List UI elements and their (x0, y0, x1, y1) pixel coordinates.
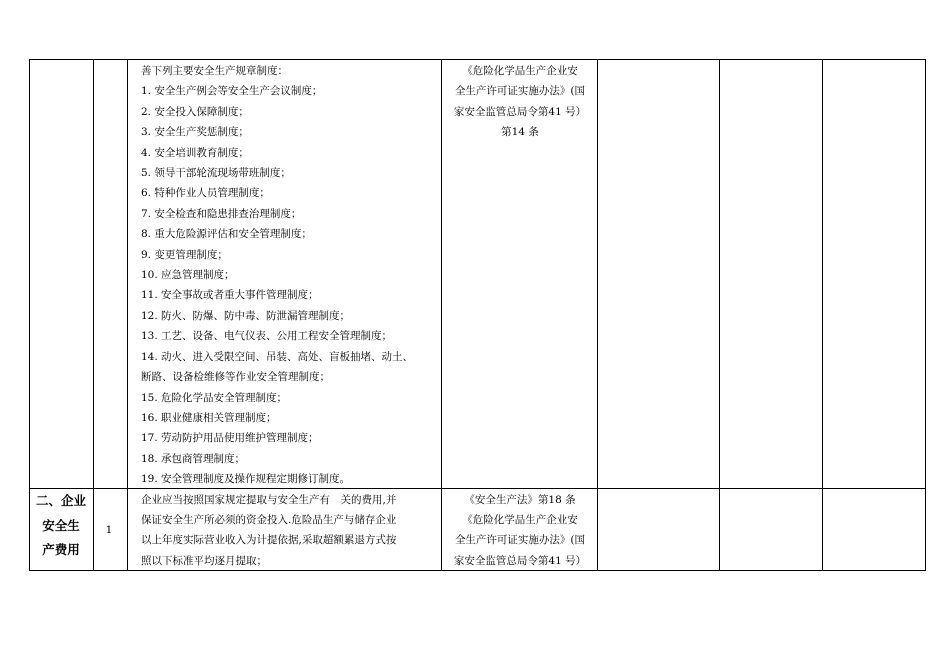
legal-basis-cell-row2 (446, 490, 594, 571)
requirement-line: 11. 安全事故或者重大事件管理制度； (141, 289, 319, 302)
requirement-line: 8. 重大危险源评估和安全管理制度； (141, 228, 312, 241)
requirement-line: 12. 防火、防爆、防中毒、防泄漏管理制度； (141, 309, 351, 322)
requirement-line: 1. 安全生产例会等安全生产会议制度； (141, 85, 323, 98)
requirement-line: 照以下标准平均逐月提取； (141, 554, 267, 567)
table-col-divider (719, 59, 720, 571)
requirement-line: 4. 安全培训教育制度； (141, 146, 249, 159)
requirement-line: 2. 安全投入保障制度； (141, 105, 249, 118)
table-col-divider (127, 59, 128, 571)
requirement-line: 以上年度实际营业收入为计提依据,采取超额累退方式按 (141, 534, 397, 547)
table-border-top (29, 59, 926, 60)
legal-basis-line: 《危险化学品生产企业安 (462, 514, 578, 527)
requirement-line: 5. 领导干部轮流现场带班制度； (141, 167, 291, 180)
legal-basis-line: 家安全监管总局令第41 号） (453, 554, 587, 567)
legal-basis-line: 全生产许可证实施办法》(国 (454, 534, 586, 547)
requirement-line: 保证安全生产所必须的资金投入.危险品生产与储存企业 (141, 514, 397, 527)
requirement-line: 企业应当按照国家规定提取与安全生产有 关的费用,并 (141, 494, 397, 506)
requirement-line: 断路、设备检维修等作业安全管理制度； (141, 371, 330, 384)
table-col-divider (822, 59, 823, 571)
legal-basis-cell-row1 (446, 61, 594, 143)
legal-basis-line: 家安全监管总局令第41 号） (453, 105, 587, 118)
requirement-line: 善下列主要安全生产规章制度： (141, 65, 288, 77)
table-col-divider (441, 59, 442, 571)
category-cell-row2 (30, 489, 92, 563)
requirement-cell-row2 (141, 490, 439, 571)
requirement-line: 15. 危险化学品安全管理制度； (141, 391, 288, 404)
table-col-divider (93, 59, 94, 571)
requirement-line: 18. 承包商管理制度； (141, 452, 246, 465)
requirement-line: 3. 安全生产奖惩制度； (141, 126, 249, 139)
requirement-line: 6. 特种作业人员管理制度； (141, 187, 270, 200)
requirement-line: 13. 工艺、设备、电气仪表、公用工程安全管理制度； (141, 330, 393, 343)
legal-basis-line: 第14 条 (501, 126, 539, 139)
category-line: 安全生 (42, 517, 80, 533)
requirement-cell-row1 (141, 61, 439, 490)
requirement-line: 9. 变更管理制度； (141, 248, 228, 261)
requirement-line: 19. 安全管理制度及操作规程定期修订制度。 (141, 473, 351, 486)
requirement-line: 7. 安全检查和隐患排查治理制度； (141, 207, 302, 220)
requirement-line: 14. 动火、进入受限空间、吊装、高处、盲板抽堵、动土、 (141, 350, 414, 363)
requirement-line: 17. 劳动防护用品使用维护管理制度； (141, 432, 319, 445)
category-line: 二、企业 (35, 493, 86, 508)
legal-basis-line: 全生产许可证实施办法》(国 (454, 85, 586, 98)
table-col-divider (597, 59, 598, 571)
table-border-right (925, 59, 926, 571)
requirement-line: 10. 应急管理制度； (141, 269, 235, 282)
item-number-cell: 1 (105, 524, 113, 536)
category-line: 产费用 (42, 542, 80, 557)
legal-basis-line: 《危险化学品生产企业安 (462, 65, 578, 77)
requirement-line: 16. 职业健康相关管理制度； (141, 411, 277, 424)
legal-basis-line: 《安全生产法》第18 条 (464, 494, 576, 506)
